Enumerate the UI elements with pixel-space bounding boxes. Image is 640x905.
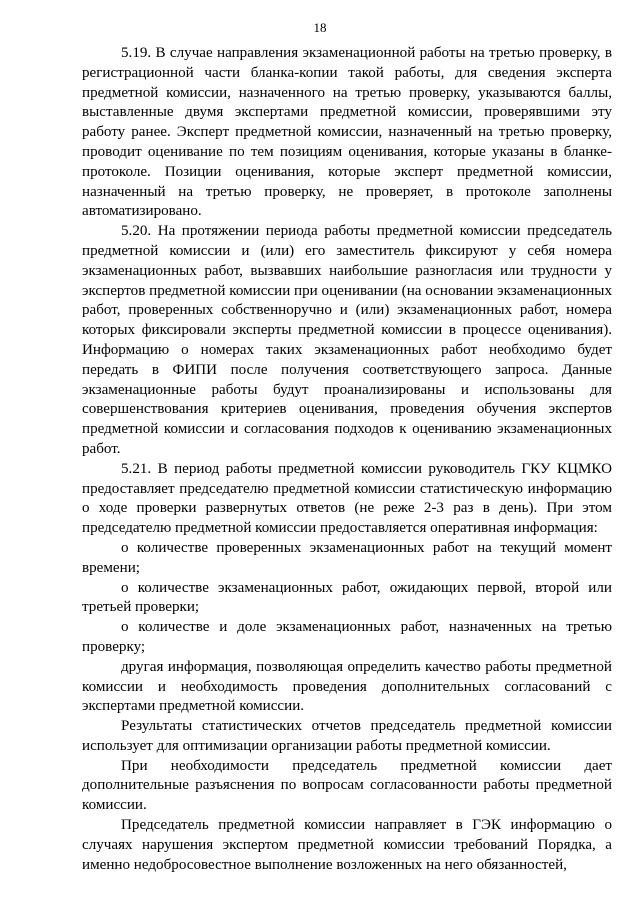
list-item-checked-count: о количестве проверенных экзаменационных работ на текущий момент времени;	[82, 539, 612, 576]
document-body	[82, 44, 612, 875]
paragraph-5-21: 5.21. В период работы предметной комиссии руководитель ГКУ КЦМКО предоставляет председателю предметной комиссии статистическую информацию о ходе проверки развернутых ответов (не реже 2-3 раз в день). При этом председателю предметной комиссии предоставляется оперативная информация:	[82, 460, 612, 537]
paragraph-gek-report: Председатель предметной комиссии направляет в ГЭК информацию о случаях нарушения экспертом предметной комиссии требований Порядка, а именно недобросовестное выполнение возложенных на него обязанностей,	[82, 817, 612, 873]
paragraph-5-19: 5.19. В случае направления экзаменационной работы на третью проверку, в регистрационной части бланка-копии такой работы, для сведения эксперта предметной комиссии, назначенного на третью проверку, указываются баллы, выставленные двумя экспертами предметной комиссии, проверявшими эту работу ранее. Эксперт предметной комиссии, назначенный на третью проверку, проводит оценивание по тем позициям оценивания, которые указаны в бланке-протоколе. Позиции оценивания, которые эксперт предметной комиссии, назначенный на третью проверку, не проверяет, в протоколе заполнены автоматизировано.	[82, 45, 612, 220]
list-item-third-check-share: о количестве и доле экзаменационных работ, назначенных на третью проверку;	[82, 619, 612, 655]
page-number: 18	[313, 20, 327, 35]
paragraph-clarifications: При необходимости председатель предметной комиссии дает дополнительные разъяснения по вопросам согласованности работы предметной комиссии.	[82, 757, 612, 814]
list-item-pending-count: о количестве экзаменационных работ, ожидающих первой, второй или третьей проверки;	[82, 579, 612, 616]
paragraph-5-20: 5.20. На протяжении периода работы предметной комиссии председатель предметной комиссии и (или) его заместитель фиксируют у себя номера экзаменационных работ, вызвавших наибольшие разногласия или трудности у экспертов предметной комиссии при оценивании (на основании экзаменационных работ, проверенных собственноручно и (или) экзаменационных работ, номера которых фиксировали эксперты предметной комиссии в процессе оценивания). Информацию о номерах таких экзаменационных работ необходимо будет передать в ФИПИ после получения соответствующего запроса. Данные экзаменационные работы будут проанализированы и использованы для совершенствования критериев оценивания, проведения обучения экспертов предметной комиссии и согласования подходов к оцениванию экзаменационных работ.	[82, 223, 612, 457]
list-item-other-info: другая информация, позволяющая определить качество работы предметной комиссии и необходимость проведения дополнительных согласований с экспертами предметной комиссии.	[82, 658, 612, 715]
paragraph-report-usage: Результаты статистических отчетов председатель предметной комиссии использует для оптимизации организации работы предметной комиссии.	[82, 718, 612, 754]
